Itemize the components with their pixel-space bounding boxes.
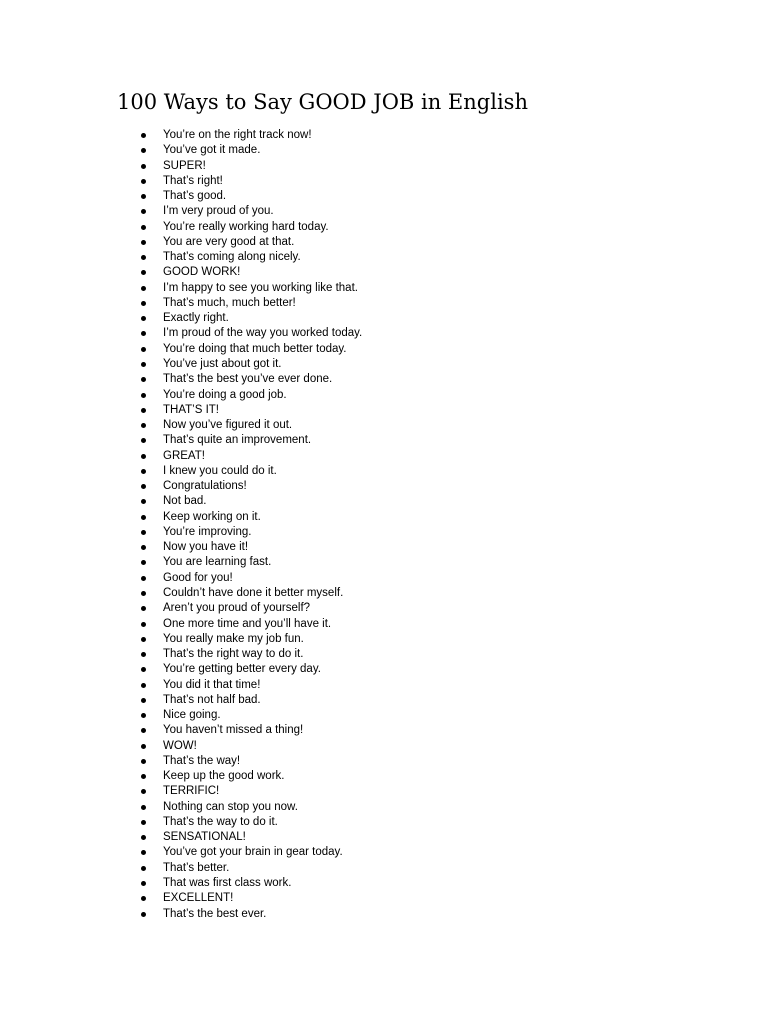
bullet-icon: [141, 255, 146, 260]
list-item-text: That’s better.: [163, 861, 230, 874]
list-item-text: You’re really working hard today.: [163, 220, 329, 233]
bullet-icon: [141, 423, 146, 428]
bullet-icon: [141, 881, 146, 886]
list-item-text: You’re getting better every day.: [163, 663, 321, 676]
bullet-icon: [141, 454, 146, 459]
bullet-icon: [141, 896, 146, 901]
bullet-icon: [141, 866, 146, 871]
list-item-text: Couldn’t have done it better myself.: [163, 586, 344, 599]
bullet-icon: [141, 469, 146, 474]
list-item-text: I’m happy to see you working like that.: [163, 281, 358, 294]
list-item-text: That’s the right way to do it.: [163, 648, 304, 661]
bullet-icon: [141, 622, 146, 627]
list-item-text: You’re on the right track now!: [163, 129, 312, 141]
list-item-text: You’ve got your brain in gear today.: [163, 846, 343, 859]
list-item-text: That’s the best ever.: [163, 907, 267, 920]
list-item-text: Nice going.: [163, 709, 221, 722]
bullet-icon: [141, 225, 146, 230]
bullet-icon: [141, 744, 146, 749]
bullet-icon: [141, 728, 146, 733]
bullet-icon: [141, 194, 146, 199]
list-item-text: That’s much, much better!: [163, 296, 296, 309]
bullet-icon: [141, 759, 146, 764]
bullet-icon: [141, 515, 146, 520]
bullet-icon: [141, 316, 146, 321]
list-item-text: Keep up the good work.: [163, 770, 285, 783]
list-item-text: Nothing can stop you now.: [163, 800, 298, 813]
list-item-text: That’s right!: [163, 174, 223, 187]
bullet-icon: [141, 789, 146, 794]
list-item-text: That’s the best you’ve ever done.: [163, 373, 333, 386]
bullet-icon: [141, 560, 146, 565]
bullet-icon: [141, 774, 146, 779]
bullet-icon: [141, 912, 146, 917]
bullet-icon: [141, 591, 146, 596]
list-item-text: You are very good at that.: [163, 235, 295, 248]
bullet-icon: [141, 133, 146, 138]
list-item-text: Now you’ve figured it out.: [163, 419, 293, 432]
bullet-icon: [141, 713, 146, 718]
bullet-icon: [141, 438, 146, 443]
bullet-icon: [141, 820, 146, 825]
bullet-icon: [141, 683, 146, 688]
list-item-text: You’ve got it made.: [163, 144, 261, 157]
bullet-icon: [141, 606, 146, 611]
bullet-icon: [141, 148, 146, 153]
bullet-icon: [141, 667, 146, 672]
bullet-icon: [141, 499, 146, 504]
list-item-text: That’s the way!: [163, 754, 241, 767]
list-item-text: You’re doing a good job.: [163, 388, 287, 401]
list-item-text: SENSATIONAL!: [163, 831, 246, 844]
list-item-text: That was first class work.: [163, 877, 292, 890]
list-item-text: Aren’t you proud of yourself?: [163, 602, 311, 615]
list-item-text: GOOD WORK!: [163, 266, 241, 279]
list-item-text: You’ve just about got it.: [163, 357, 282, 370]
list-item-text: Not bad.: [163, 495, 207, 508]
list-item-text: EXCELLENT!: [163, 892, 234, 905]
page-title: 100 Ways to Say GOOD JOB in English: [117, 90, 528, 114]
bullet-icon: [141, 362, 146, 367]
list-item-text: That’s not half bad.: [163, 693, 261, 706]
bullet-icon: [141, 331, 146, 336]
list-item-text: WOW!: [163, 739, 197, 752]
list-item-text: Exactly right.: [163, 312, 229, 325]
bullet-icon: [141, 530, 146, 535]
list-item-text: That’s good.: [163, 190, 227, 203]
bullet-icon: [141, 484, 146, 489]
bullet-icon: [141, 179, 146, 184]
bullet-icon: [141, 377, 146, 382]
list-item-text: That’s coming along nicely.: [163, 251, 301, 264]
bullet-icon: [141, 301, 146, 306]
list-item-text: You haven’t missed a thing!: [163, 724, 304, 737]
bullet-icon: [141, 637, 146, 642]
bullet-icon: [141, 393, 146, 398]
bullet-icon: [141, 164, 146, 169]
list-item-text: GREAT!: [163, 449, 205, 462]
list-item-text: You’re improving.: [163, 525, 252, 538]
list-item-text: You did it that time!: [163, 678, 261, 691]
list-item-text: I’m very proud of you.: [163, 205, 274, 218]
bullet-icon: [141, 240, 146, 245]
list-item-text: SUPER!: [163, 159, 206, 172]
bullet-icon: [141, 408, 146, 413]
list-item-text: I knew you could do it.: [163, 464, 277, 477]
list-item-text: Good for you!: [163, 571, 233, 584]
bullet-icon: [141, 835, 146, 840]
list-item-text: TERRIFIC!: [163, 785, 220, 798]
list-item-text: Congratulations!: [163, 480, 247, 493]
list-item-text: I’m proud of the way you worked today.: [163, 327, 363, 340]
bullet-icon: [141, 270, 146, 275]
list-item-text: Keep working on it.: [163, 510, 261, 523]
list-item-text: You are learning fast.: [163, 556, 272, 569]
bullet-icon: [141, 209, 146, 214]
bullet-icon: [141, 652, 146, 657]
bullet-icon: [141, 698, 146, 703]
list-item-text: That’s the way to do it.: [163, 815, 278, 828]
bullet-icon: [141, 850, 146, 855]
list-item-text: One more time and you’ll have it.: [163, 617, 332, 630]
list-item-text: You really make my job fun.: [163, 632, 304, 645]
bullet-icon: [141, 347, 146, 352]
bullet-icon: [141, 805, 146, 810]
list-item-text: Now you have it!: [163, 541, 249, 554]
bullet-icon: [141, 286, 146, 291]
list-item-text: THAT’S IT!: [163, 403, 220, 416]
list-item-text: That’s quite an improvement.: [163, 434, 312, 447]
list-item-text: You’re doing that much better today.: [163, 342, 347, 355]
bullet-icon: [141, 576, 146, 581]
bullet-icon: [141, 545, 146, 550]
